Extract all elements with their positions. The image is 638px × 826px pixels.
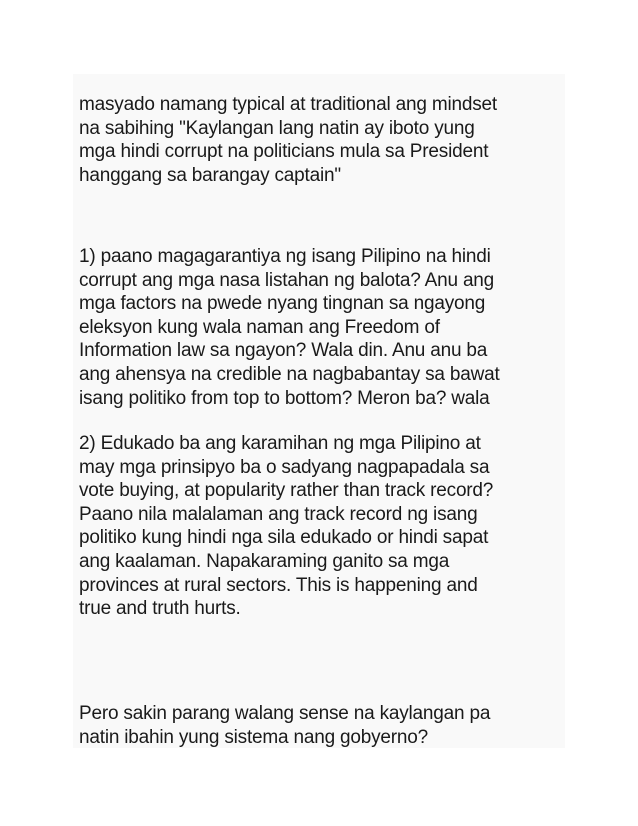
text-line: corrupt ang mga nasa listahan ng balota? Anu ang: [79, 269, 495, 291]
text-line: masyado namang typical at traditional ang mindset: [79, 94, 497, 115]
closing-paragraph: [79, 702, 569, 749]
text-line: ang kaalaman. Napakaraming ganito sa mga: [79, 550, 450, 572]
question-2-paragraph: [79, 432, 569, 621]
text-line: hanggang sa barangay captain": [79, 164, 341, 186]
intro-paragraph: [79, 93, 569, 187]
text-line: mga hindi corrupt na politicians mula sa President: [79, 141, 489, 163]
text-line: na sabihing "Kaylangan lang natin ay iboto yung: [79, 117, 475, 139]
text-line: isang politiko from top to bottom? Meron ba? wala: [79, 387, 490, 409]
text-line: vote buying, at popularity rather than track record?: [79, 480, 494, 502]
text-line: Paano nila malalaman ang track record ng isang: [79, 503, 478, 525]
text-line: mga factors na pwede nyang tingnan sa ngayong: [79, 293, 486, 315]
text-line: natin ibahin yung sistema nang gobyerno?: [79, 726, 429, 748]
text-line: may mga prinsipyo ba o sadyang nagpapadala sa: [79, 456, 490, 478]
text-line: ang ahensya na credible na nagbabantay sa bawat: [79, 363, 500, 385]
text-line: politiko kung hindi nga sila edukado or hindi sapat: [79, 527, 489, 549]
question-1-paragraph: [79, 245, 569, 410]
text-line: Information law sa ngayon? Wala din. Anu anu ba: [79, 340, 488, 362]
text-line: provinces at rural sectors. This is happening and: [79, 574, 478, 596]
text-line: 2) Edukado ba ang karamihan ng mga Pilipino at: [79, 433, 481, 454]
text-line: 1) paano magagarantiya ng isang Pilipino na hindi: [79, 246, 491, 267]
text-line: eleksyon kung wala naman ang Freedom of: [79, 316, 440, 338]
text-line: true and truth hurts.: [79, 598, 241, 620]
text-line: Pero sakin parang walang sense na kaylangan pa: [79, 703, 491, 724]
